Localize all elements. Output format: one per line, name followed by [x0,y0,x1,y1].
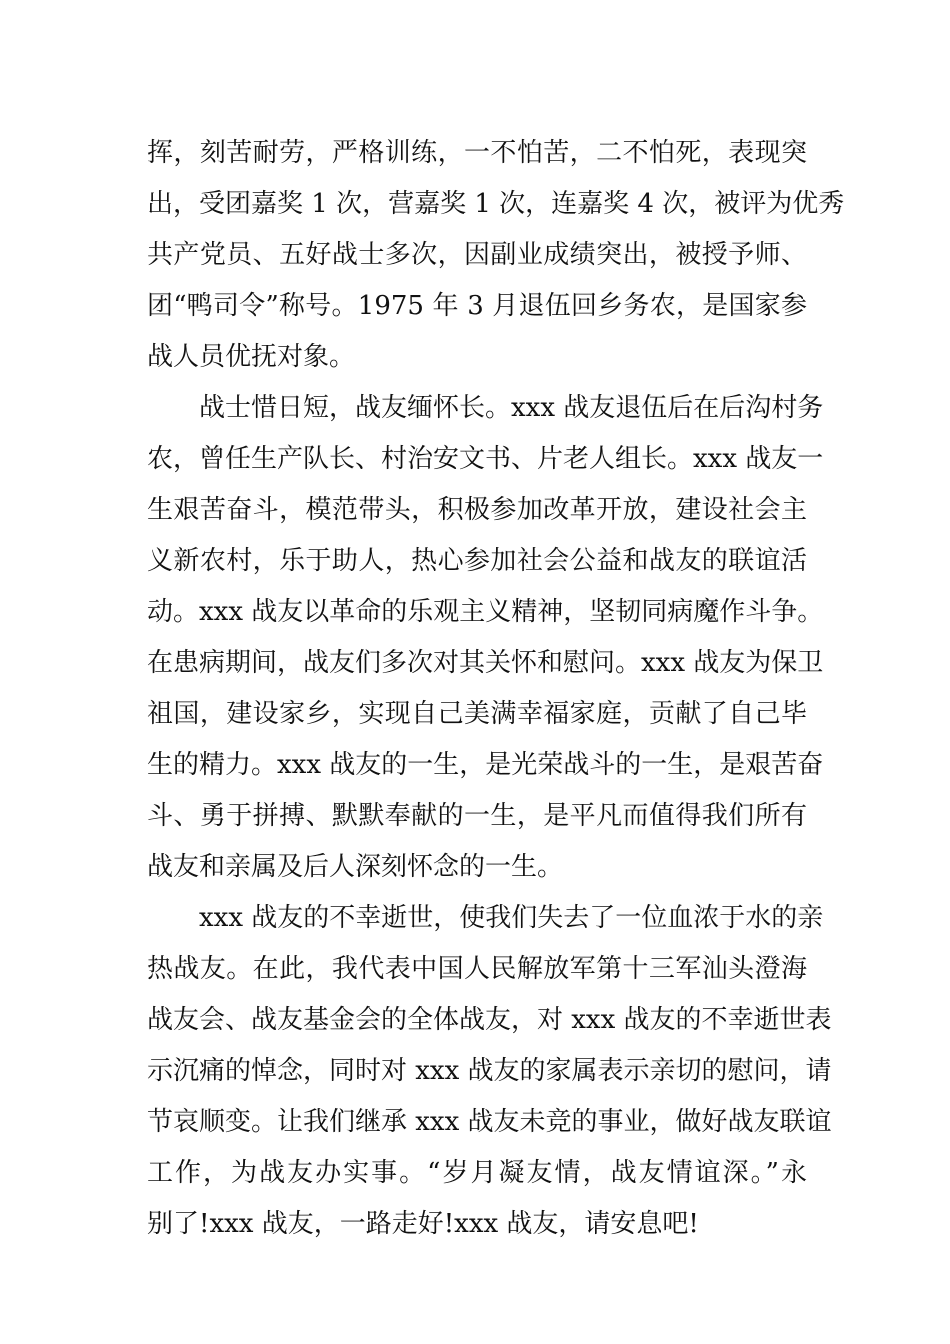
text-line: 别了!xxx 战友，一路走好!xxx 战友，请安息吧! [147,1209,699,1239]
text-line: 战士惜日短，战友缅怀长。xxx 战友退伍后在后沟村务 [199,393,824,423]
text-line: 战人员优抚对象。 [147,342,356,372]
paragraph-1 [147,128,845,383]
text-line: xxx 战友的不幸逝世，使我们失去了一位血浓于水的亲 [199,903,824,933]
text-line: 在患病期间，战友们多次对其关怀和慰问。xxx 战友为保卫 [147,648,824,678]
text-line: 出，受团嘉奖 1 次，营嘉奖 1 次，连嘉奖 4 次，被评为优秀 [147,189,845,219]
text-line: 生艰苦奋斗，模范带头，积极参加改革开放，建设社会主 [147,495,807,525]
paragraph-3 [147,893,832,1250]
text-line: 工作，为战友办实事。“岁月凝友情，战友情谊深。”永 [147,1158,807,1188]
text-line: 挥，刻苦耐劳，严格训练，一不怕苦，二不怕死，表现突 [147,138,807,168]
text-line: 示沉痛的悼念，同时对 xxx 战友的家属表示亲切的慰问，请 [147,1056,832,1086]
text-line: 节哀顺变。让我们继承 xxx 战友未竞的事业，做好战友联谊 [147,1107,832,1137]
text-line: 共产党员、五好战士多次，因副业成绩突出，被授予师、 [147,240,807,270]
text-line: 战友和亲属及后人深刻怀念的一生。 [147,852,564,882]
paragraph-2 [147,383,824,893]
text-line: 战友会、战友基金会的全体战友，对 xxx 战友的不幸逝世表 [147,1005,832,1035]
text-line: 动。xxx 战友以革命的乐观主义精神，坚韧同病魔作斗争。 [147,597,824,627]
text-line: 义新农村，乐于助人，热心参加社会公益和战友的联谊活 [147,546,807,576]
text-line: 生的精力。xxx 战友的一生，是光荣战斗的一生，是艰苦奋 [147,750,824,780]
text-line: 团“鸭司令”称号。1975 年 3 月退伍回乡务农，是国家参 [147,291,807,321]
text-line: 农，曾任生产队长、村治安文书、片老人组长。xxx 战友一 [147,444,824,474]
text-line: 斗、勇于拼搏、默默奉献的一生，是平凡而值得我们所有 [147,801,807,831]
text-line: 热战友。在此，我代表中国人民解放军第十三军汕头澄海 [147,954,807,984]
body-text [147,128,845,1250]
text-line: 祖国，建设家乡，实现自己美满幸福家庭，贡献了自己毕 [147,699,807,729]
